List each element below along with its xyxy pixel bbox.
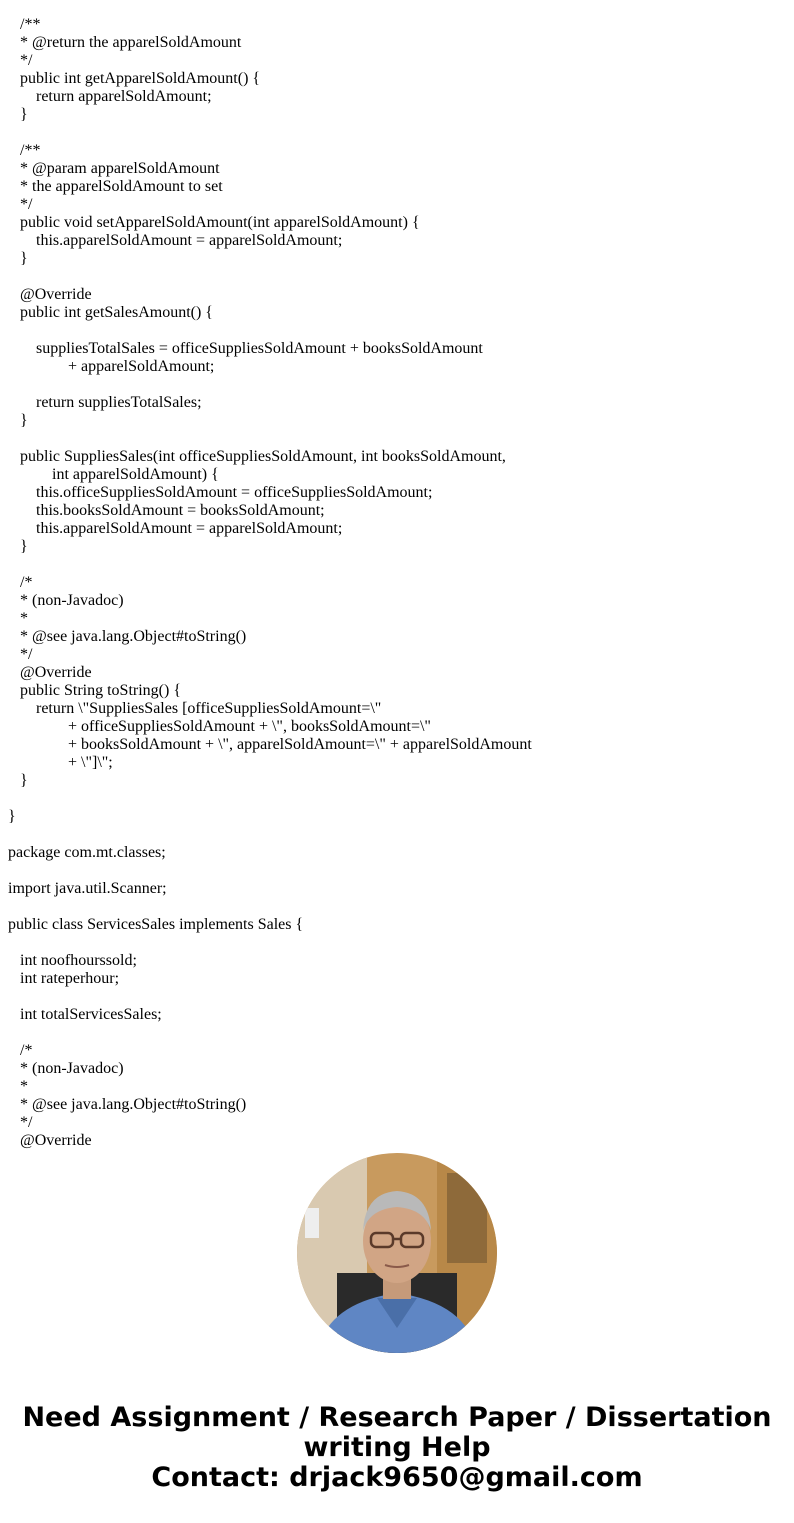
author-photo [297, 1153, 497, 1353]
code-line: return suppliesTotalSales; [8, 394, 202, 411]
code-line: /* [8, 574, 33, 591]
code-line [0, 862, 794, 880]
code-line [0, 898, 794, 916]
code-line: return apparelSoldAmount; [8, 88, 212, 105]
code-line [0, 268, 794, 286]
code-line: * @return the apparelSoldAmount [8, 34, 242, 51]
code-line: /** [8, 16, 41, 33]
code-line [0, 556, 794, 574]
code-line: */ [8, 1114, 33, 1131]
code-line: public class ServicesSales implements Sales { [8, 916, 304, 933]
code-line: } [8, 538, 28, 555]
code-line: } [8, 106, 28, 123]
code-line: import java.util.Scanner; [8, 880, 167, 897]
code-line: + booksSoldAmount + \", apparelSoldAmount=\" + apparelSoldAmount [8, 736, 532, 753]
code-line: @Override [8, 1132, 92, 1149]
code-line: * [8, 1078, 28, 1095]
code-line: * @see java.lang.Object#toString() [8, 628, 247, 645]
code-line: int totalServicesSales; [8, 1006, 162, 1023]
code-line: * @param apparelSoldAmount [8, 160, 220, 177]
code-line: this.booksSoldAmount = booksSoldAmount; [8, 502, 325, 519]
code-line: * (non-Javadoc) [8, 592, 124, 609]
promo-line-2: writing Help [303, 1432, 491, 1463]
code-line: */ [8, 52, 33, 69]
code-line: } [8, 808, 16, 825]
promo-contact: Contact: drjack9650@gmail.com [151, 1462, 643, 1493]
code-line: * [8, 610, 28, 627]
code-line: } [8, 412, 28, 429]
code-line: public int getSalesAmount() { [8, 304, 213, 321]
code-line: */ [8, 646, 33, 663]
code-line: package com.mt.classes; [8, 844, 166, 861]
code-line [0, 826, 794, 844]
code-line: @Override [8, 664, 92, 681]
code-line: this.officeSuppliesSoldAmount = officeSuppliesSoldAmount; [8, 484, 433, 501]
code-line: * (non-Javadoc) [8, 1060, 124, 1077]
code-line: public SuppliesSales(int officeSuppliesSoldAmount, int booksSoldAmount, [8, 448, 506, 465]
code-line [0, 124, 794, 142]
code-line: /** [8, 142, 41, 159]
code-line: public int getApparelSoldAmount() { [8, 70, 261, 87]
promo-banner [0, 1403, 794, 1493]
code-line: + officeSuppliesSoldAmount + \", booksSoldAmount=\" [8, 718, 431, 735]
code-line: return \"SuppliesSales [officeSuppliesSoldAmount=\" [8, 700, 382, 717]
code-line: this.apparelSoldAmount = apparelSoldAmount; [8, 232, 343, 249]
code-line: int noofhourssold; [8, 952, 137, 969]
code-line: suppliesTotalSales = officeSuppliesSoldAmount + booksSoldAmount [8, 340, 483, 357]
code-line [0, 1024, 794, 1042]
code-line: public void setApparelSoldAmount(int apparelSoldAmount) { [8, 214, 420, 231]
code-line [0, 430, 794, 448]
code-listing [0, 16, 794, 1150]
code-line [0, 790, 794, 808]
code-line: /* [8, 1042, 33, 1059]
code-line: int apparelSoldAmount) { [8, 466, 219, 483]
code-line: public String toString() { [8, 682, 182, 699]
code-line: * the apparelSoldAmount to set [8, 178, 223, 195]
code-line: int rateperhour; [8, 970, 120, 987]
code-line: } [8, 772, 28, 789]
code-line: + apparelSoldAmount; [8, 358, 215, 375]
promo-line-1: Need Assignment / Research Paper / Dissertation [22, 1402, 772, 1433]
code-line [0, 934, 794, 952]
code-line: + \"]\"; [8, 754, 113, 771]
code-line [0, 988, 794, 1006]
code-line: */ [8, 196, 33, 213]
code-line: } [8, 250, 28, 267]
code-line: @Override [8, 286, 92, 303]
code-line [0, 376, 794, 394]
code-line: * @see java.lang.Object#toString() [8, 1096, 247, 1113]
author-portrait-image [297, 1153, 497, 1353]
code-line: this.apparelSoldAmount = apparelSoldAmount; [8, 520, 343, 537]
code-line [0, 322, 794, 340]
